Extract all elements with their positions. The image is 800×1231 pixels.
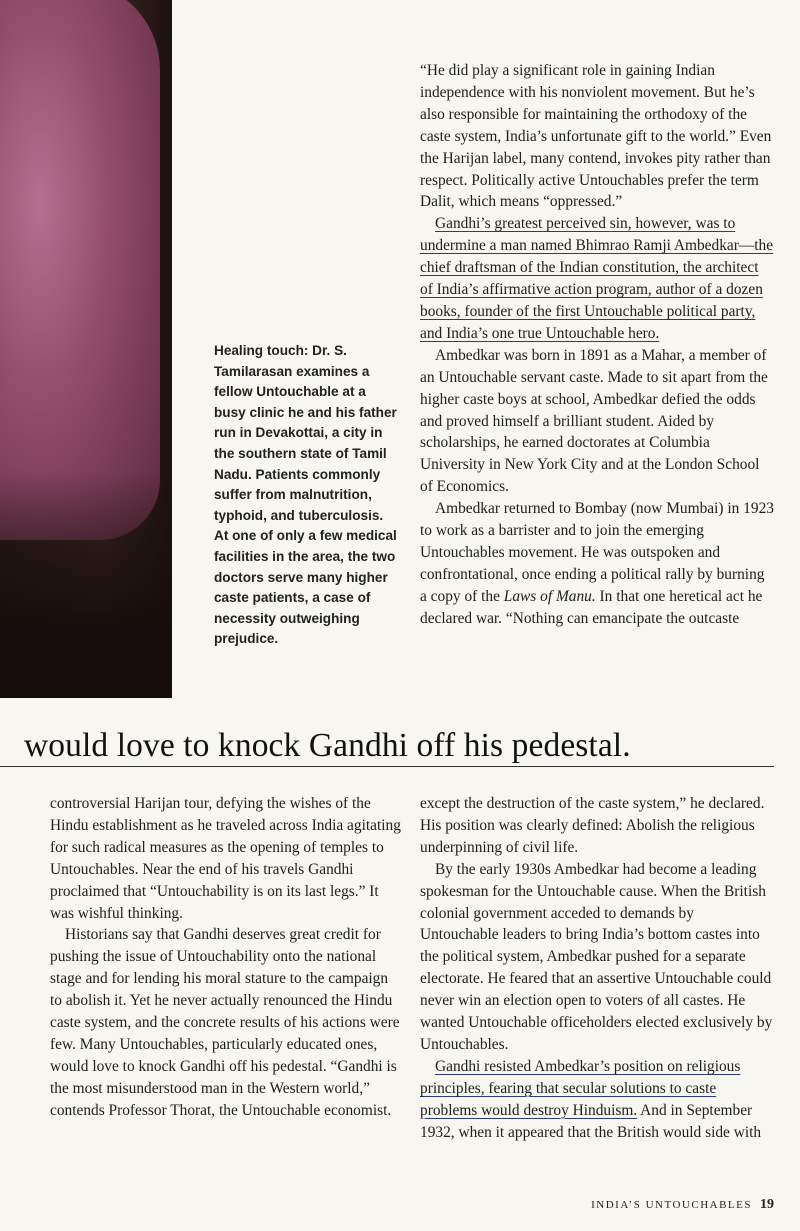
text-run: And in September 1932, when it appeared that the British would side with: [420, 1101, 762, 1141]
highlighted-text: Gandhi resisted Ambedkar’s position on religious principles, fearing that secular solutions to caste problems would destroy Hinduism.: [420, 1057, 741, 1119]
photo-caption: Healing touch: Dr. S. Tamilarasan examines a fellow Untouchable at a busy clinic he and his father run in Devakottai, a city in the southern state of Tamil Nadu. Patients commonly suffer from malnutrition, typhoid, and tuberculosis. At one of only a few medical facilities in the area, the two doctors serve many higher caste patients, a case of necessity outweighing prejudice.: [214, 343, 397, 647]
book-title: Laws of Manu.: [503, 587, 596, 605]
paragraph: “He did play a significant role in gaining Indian independence with his nonviolent movement. But he’s also responsible for maintaining the orthodoxy of the caste system, India’s unfortunate gift to the world.” Even the Harijan label, many contend, invokes pity rather than respect. Politically active Untouchables prefer the term Dalit, which means “oppressed.”: [420, 62, 772, 211]
page-number: 19: [760, 1197, 774, 1212]
paragraph: Ambedkar was born in 1891 as a Mahar, a member of an Untouchable servant caste. Made to sit apart from the higher caste boys at school, Ambedkar defied the odds and proved himself a brilliant student. Aided by scholarships, he earned doctorates at Columbia University in New York City and at the London School of Economics.: [420, 346, 768, 496]
article-column-1: [420, 60, 774, 630]
text-run: Ambedkar returned to Bombay (now Mumbai) in 1923 to work as a barrister and to join the emerging Untouchables movement. He was outspoken and confrontational, once ending a political rally by burning a copy of the: [420, 500, 774, 605]
page-footer: [591, 1197, 774, 1213]
pull-quote: would love to knock Gandhi off his pedestal.: [24, 727, 631, 764]
highlighted-paragraph: Gandhi’s greatest perceived sin, however, was to undermine a man named Bhimrao Ramji Ambedkar—the chief draftsman of the Indian constitution, the architect of India’s affirmative action program, author of a dozen books, founder of the first Untouchable political party, and India’s one true Untouchable hero.: [420, 215, 774, 342]
text-run: In that one heretical act he declared war. “Nothing can emancipate the outcaste: [420, 587, 763, 627]
running-title: INDIA’S UNTOUCHABLES: [591, 1199, 752, 1211]
article-column-2: [50, 793, 402, 1122]
clinic-photo: [0, 0, 172, 698]
article-column-3: [420, 793, 774, 1144]
paragraph: [420, 498, 774, 629]
pull-quote-rule: [0, 766, 774, 767]
paragraph: By the early 1930s Ambedkar had become a leading spokesman for the Untouchable cause. When the British colonial government acceded to demands by Untouchable leaders to bring India’s bottom castes into the political system, Ambedkar pushed for a separate electorate. He feared that an assertive Untouchable could never win an election open to voters of all castes. He wanted Untouchable officeholders elected exclusively by Untouchables.: [420, 860, 773, 1053]
paragraph: except the destruction of the caste system,” he declared. His position was clearly defined: Abolish the religious underpinning of civil life.: [420, 795, 765, 856]
paragraph: [420, 1056, 774, 1144]
photo-shadow: [0, 470, 172, 698]
paragraph: Historians say that Gandhi deserves great credit for pushing the issue of Untouchability onto the national stage and for lending his moral stature to the campaign to abolish it. Yet he never actually renounced the Hindu caste system, and the concrete results of his actions were few. Many Untouchables, particularly educated ones, would love to knock Gandhi off his pedestal. “Gandhi is the most misunderstood man in the Western world,” contends Professor Thorat, the Untouchable economist.: [50, 926, 400, 1119]
paragraph: controversial Harijan tour, defying the wishes of the Hindu establishment as he traveled across India agitating for such radical measures as the opening of temples to Untouchables. Near the end of his travels Gandhi proclaimed that “Untouchability is on its last legs.” It was wishful thinking.: [50, 795, 401, 922]
photo-robe-detail: [0, 0, 160, 540]
